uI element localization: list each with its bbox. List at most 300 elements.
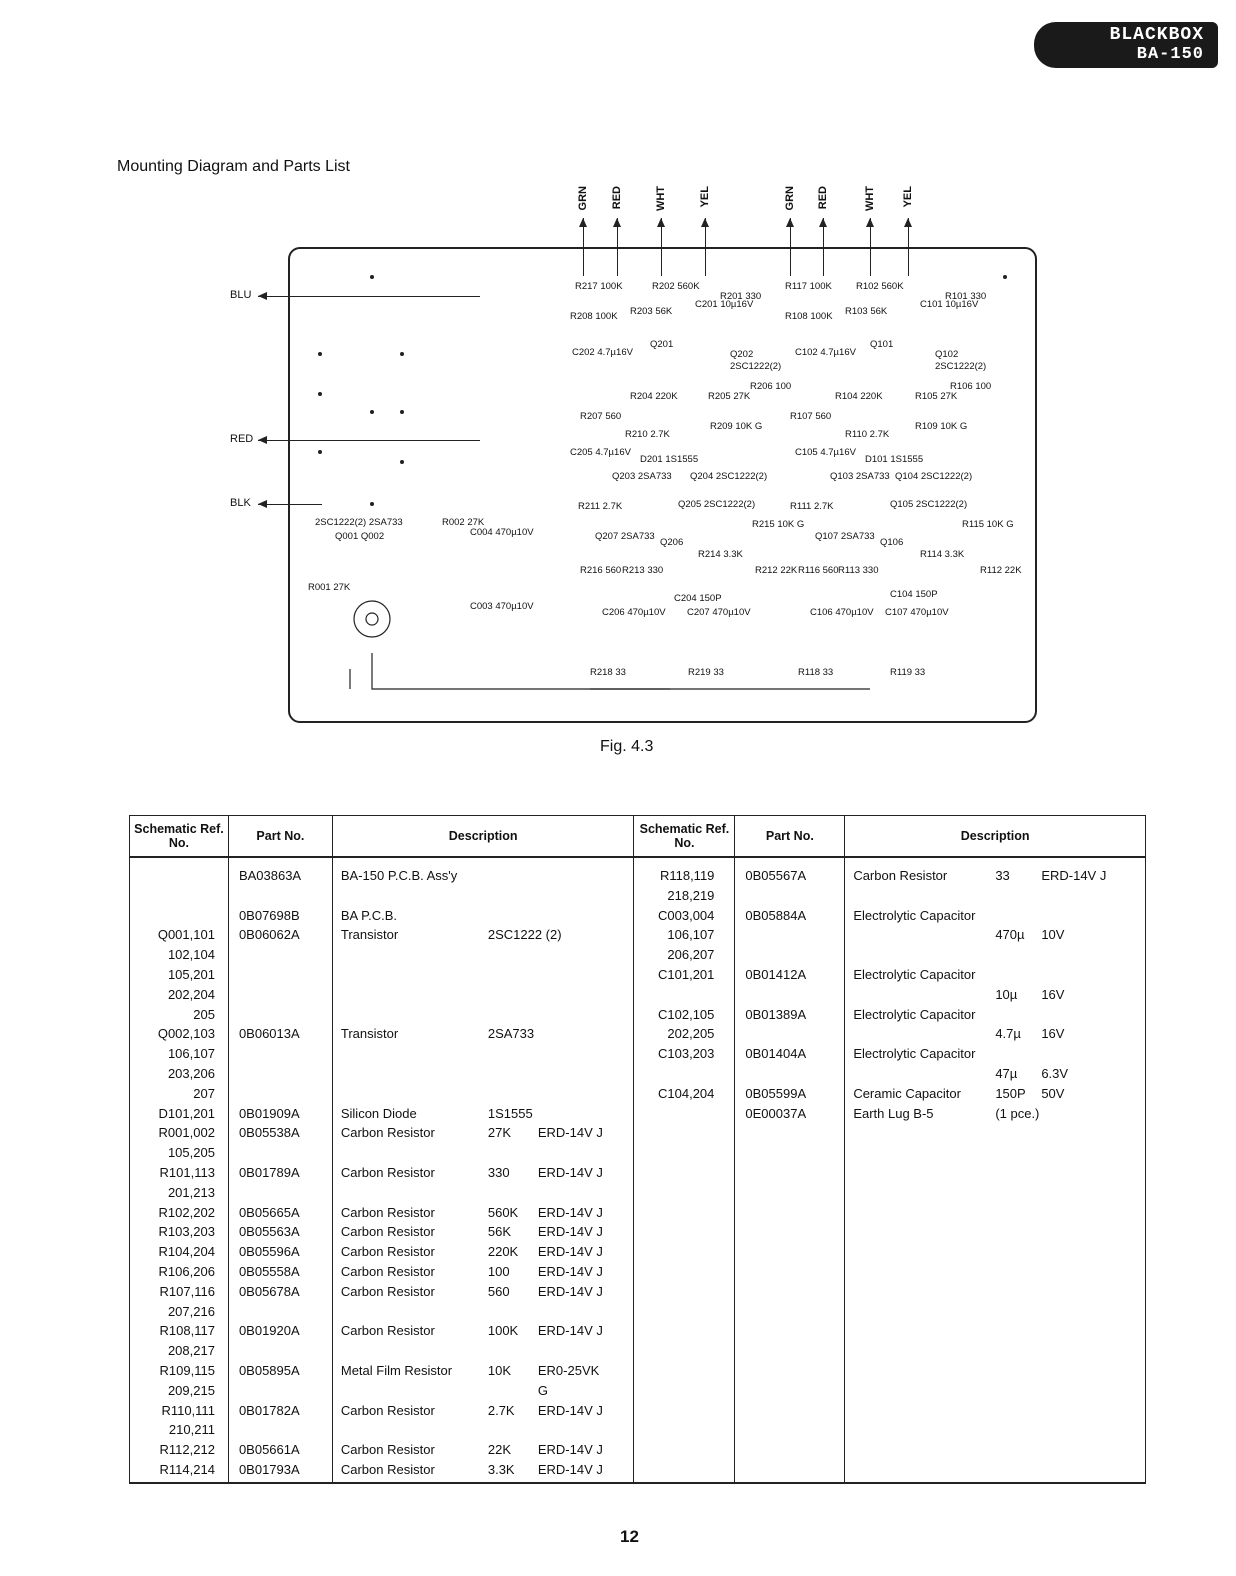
wire-label-left: BLK (230, 497, 251, 509)
left-part-column (229, 858, 332, 1482)
code-cell: 16V (1041, 986, 1065, 1002)
component-label: R213 330 (622, 565, 664, 576)
description-row (333, 1084, 634, 1104)
description-cell: Metal Film Resistor (340, 1362, 453, 1378)
description-cell: Carbon Resistor (340, 1461, 435, 1477)
description-cell: Electrolytic Capacitor (853, 907, 976, 923)
ref-cell: 106,107 (667, 927, 715, 943)
description-cell: Carbon Resistor (340, 1125, 435, 1141)
component-label: R217 100K (575, 281, 623, 292)
table-body-row (130, 857, 1146, 1483)
ref-cell: C101,201 (658, 966, 715, 982)
wire-label-top: YEL (699, 186, 711, 208)
description-row (333, 945, 634, 965)
arrow-up-icon (579, 218, 587, 227)
description-cell: Electrolytic Capacitor (853, 966, 976, 982)
description-row (333, 1203, 634, 1223)
description-cell: Electrolytic Capacitor (853, 1046, 976, 1062)
table-header-row (130, 816, 1146, 858)
component-label: R111 2.7K (790, 501, 834, 512)
wire-label-top: YEL (902, 186, 914, 208)
component-label: C101 10µ16V (920, 299, 979, 310)
code-cell: ERD-14V J (1041, 868, 1107, 883)
component-label: R209 10K G (710, 421, 763, 432)
component-label: Q106 (880, 537, 904, 548)
component-label: C104 150P (890, 589, 938, 600)
component-label: R106 100 (950, 381, 992, 392)
component-label: C202 4.7µ16V (572, 347, 633, 358)
wire-label-top: RED (611, 186, 623, 210)
left-desc-column (333, 858, 634, 1482)
component-label: R204 220K (630, 391, 678, 402)
right-desc-column (845, 858, 1145, 1482)
header-desc-left: Description (332, 816, 634, 858)
component-label: R119 33 (890, 667, 926, 678)
ref-cell: C104,204 (658, 1085, 715, 1101)
part-number-cell (229, 1044, 332, 1064)
component-label: R113 330 (838, 565, 879, 576)
spec-cell: 10K (487, 1362, 511, 1378)
code-cell: 50V (1041, 1085, 1065, 1101)
description-row (333, 925, 634, 945)
part-number-cell (229, 1302, 332, 1322)
description-cell: Earth Lug B-5 (853, 1105, 934, 1121)
description-cell: Silicon Diode (340, 1105, 417, 1121)
code-cell: ERD-14V J (537, 1204, 603, 1220)
part-number-cell: 0B05567A (745, 868, 807, 883)
ref-cell: R102,202 (158, 1204, 215, 1220)
description-row (845, 925, 1145, 945)
spec-cell: 1S1555 (487, 1105, 533, 1121)
part-number-cell: BA03863A (238, 868, 302, 883)
part-number-cell (229, 945, 332, 965)
spec-cell: 4.7µ (995, 1026, 1021, 1042)
arrow-up-icon (904, 218, 912, 227)
spec-cell: 100 (487, 1263, 510, 1279)
description-row (333, 886, 634, 906)
part-number-cell: 0B01789A (238, 1164, 300, 1180)
description-cell: Carbon Resistor (340, 1224, 435, 1240)
description-row (845, 866, 1145, 886)
wire-label-top: GRN (784, 186, 796, 211)
ref-cell: R110,111 (161, 1402, 215, 1418)
part-number-cell: 0B05884A (745, 907, 807, 923)
ref-cell: R106,206 (158, 1263, 215, 1279)
description-row (845, 1104, 1145, 1124)
component-label: R114 3.3K (920, 549, 965, 560)
ref-cell: 207,216 (167, 1303, 215, 1319)
component-label: C003 470µ10V (470, 601, 534, 612)
component-label: R104 220K (835, 391, 883, 402)
arrow-left-icon (258, 500, 267, 508)
component-label: R216 560 (580, 565, 622, 576)
ref-cell: 210,211 (168, 1422, 215, 1438)
description-row (845, 965, 1145, 985)
component-label: C105 4.7µ16V (795, 447, 856, 458)
description-cell: BA-150 P.C.B. Ass'y (340, 868, 458, 883)
component-label: R208 100K (570, 311, 618, 322)
component-label: Q001 Q002 (335, 531, 385, 542)
description-cell: BA P.C.B. (340, 907, 397, 923)
component-label: 2SC1222(2) (935, 361, 987, 372)
component-label: 2SC1222(2) 2SA733 (315, 517, 403, 528)
ref-cell: Q002,103 (157, 1026, 215, 1042)
parts-table (129, 815, 1146, 1484)
part-number-cell: 0B05563A (238, 1224, 300, 1240)
code-cell: ERD-14V J (537, 1263, 603, 1279)
page-title: Mounting Diagram and Parts List (117, 158, 350, 175)
part-number-cell: 0B05895A (238, 1362, 300, 1378)
description-row (333, 1064, 634, 1084)
part-number-cell: 0B05538A (238, 1125, 300, 1141)
ref-cell: R104,204 (158, 1244, 215, 1260)
description-row (333, 866, 634, 886)
part-number-cell: 0E00037A (745, 1105, 807, 1121)
description-cell: Carbon Resistor (340, 1164, 435, 1180)
description-row (845, 1044, 1145, 1064)
description-row (845, 1064, 1145, 1084)
component-label: R107 560 (790, 411, 832, 422)
component-label: R205 27K (708, 391, 751, 402)
wire-label-top: WHT (655, 186, 667, 212)
ref-cell: C003,004 (658, 907, 715, 923)
component-label: D101 1S1555 (865, 454, 924, 465)
description-cell: Ceramic Capacitor (853, 1085, 961, 1101)
part-number-cell: 0B01782A (238, 1402, 300, 1418)
description-row (333, 1321, 634, 1341)
ref-cell: R103,203 (158, 1224, 215, 1240)
spec-cell: 2SC1222 (2) (487, 927, 562, 943)
component-label: Q207 2SA733 (595, 531, 655, 542)
arrow-up-icon (786, 218, 794, 227)
part-number-cell (735, 1024, 844, 1044)
component-label: R108 100K (785, 311, 833, 322)
code-cell: ERD-14V J (537, 1461, 603, 1477)
component-label: Q101 (870, 339, 894, 350)
header-ref-right: Schematic Ref. No. (634, 816, 735, 858)
arrow-up-icon (819, 218, 827, 227)
component-label: R210 2.7K (625, 429, 670, 440)
component-label: C106 470µ10V (810, 607, 874, 618)
brand-line-1: BLACKBOX (1109, 25, 1204, 45)
description-row (333, 1401, 634, 1421)
wire-label-top: RED (817, 186, 829, 210)
ref-cell: 203,206 (167, 1065, 215, 1081)
code-cell: ERD-14V J (537, 1402, 603, 1418)
description-cell: Electrolytic Capacitor (853, 1006, 976, 1022)
part-number-cell: 0B06013A (238, 1026, 300, 1042)
part-number-cell: 0B05599A (745, 1085, 807, 1101)
spec-cell: 2SA733 (487, 1026, 535, 1042)
ref-cell: C102,105 (658, 1006, 715, 1022)
ref-cell: D101,201 (158, 1105, 215, 1121)
component-label: C004 470µ10V (470, 527, 534, 538)
spec-cell: 560K (487, 1204, 519, 1220)
spec-cell: 470µ (995, 927, 1025, 943)
component-label: Q102 (935, 349, 959, 360)
description-row (333, 965, 634, 985)
description-row (333, 1302, 634, 1322)
description-cell: Carbon Resistor (340, 1402, 435, 1418)
description-row (845, 1084, 1145, 1104)
ref-cell (130, 866, 228, 886)
header-desc-right: Description (845, 816, 1146, 858)
component-label: R214 3.3K (698, 549, 743, 560)
header-part-left: Part No. (228, 816, 332, 858)
part-number-cell (735, 925, 844, 945)
description-row (333, 906, 634, 926)
component-label: R215 10K G (752, 519, 805, 530)
description-row (333, 1420, 634, 1440)
right-ref-column (634, 858, 734, 1482)
ref-cell: 207 (193, 1085, 215, 1101)
component-label: C107 470µ10V (885, 607, 949, 618)
component-label: Q205 2SC1222(2) (678, 499, 756, 510)
wire-label-left: BLU (230, 289, 252, 301)
arrow-up-icon (701, 218, 709, 227)
description-cell: Carbon Resistor (340, 1283, 435, 1299)
description-row (333, 1282, 634, 1302)
code-cell: 10V (1041, 927, 1065, 943)
part-number-cell: 0B01909A (238, 1105, 300, 1121)
figure-caption: Fig. 4.3 (600, 738, 654, 755)
code-cell: G (537, 1382, 548, 1398)
wire-label-top: GRN (577, 186, 589, 211)
spec-cell: 56K (487, 1224, 511, 1240)
component-label: R112 22K (980, 565, 1022, 576)
part-number-cell (735, 985, 844, 1005)
description-cell: Carbon Resistor (340, 1204, 435, 1220)
part-number-cell (229, 1183, 332, 1203)
description-row (333, 1183, 634, 1203)
header-ref-left: Schematic Ref. No. (130, 816, 229, 858)
code-cell: ERD-14V J (537, 1442, 603, 1458)
part-number-cell (229, 1341, 332, 1361)
component-label: R202 560K (652, 281, 700, 292)
code-cell: 16V (1041, 1026, 1065, 1042)
ref-cell: R108,117 (159, 1323, 215, 1339)
part-number-cell (229, 1420, 332, 1440)
part-number-cell: 0B05678A (238, 1283, 300, 1299)
left-ref-column (130, 858, 228, 1482)
ref-cell: 202,204 (167, 986, 215, 1002)
ref-cell: R101,113 (159, 1164, 215, 1180)
ref-cell: C103,203 (658, 1046, 715, 1062)
part-number-cell (229, 1064, 332, 1084)
code-cell: ERD-14V J (537, 1125, 603, 1141)
code-cell: ERD-14V J (537, 1224, 603, 1240)
component-label: R211 2.7K (578, 501, 623, 512)
component-label: R110 2.7K (845, 429, 890, 440)
part-number-cell: 0B01793A (238, 1461, 300, 1477)
part-number-cell: 0B05596A (238, 1244, 300, 1260)
code-cell: ERD-14V J (537, 1323, 603, 1339)
spec-cell: 33 (995, 868, 1010, 883)
description-row (845, 1005, 1145, 1025)
part-number-cell (735, 1064, 844, 1084)
brand-line-2: BA-150 (1136, 45, 1204, 64)
description-row (333, 1440, 634, 1460)
component-label: R118 33 (798, 667, 834, 678)
component-label: R203 56K (630, 306, 673, 317)
ref-cell (634, 985, 734, 1005)
spec-cell: 47µ (995, 1065, 1018, 1081)
description-row (333, 1005, 634, 1025)
part-number-cell (229, 1005, 332, 1025)
pcb-traces (290, 249, 1035, 721)
description-row (333, 1123, 634, 1143)
pcb-board (288, 247, 1037, 723)
spec-cell: 560 (487, 1283, 510, 1299)
spec-cell: 100K (487, 1323, 519, 1339)
code-cell: ERD-14V J (537, 1244, 603, 1260)
component-label: R117 100K (785, 281, 832, 292)
description-row (333, 1044, 634, 1064)
description-row (333, 1341, 634, 1361)
ref-cell: R114,214 (159, 1461, 215, 1477)
component-label: Q206 (660, 537, 684, 548)
part-number-cell (229, 1084, 332, 1104)
spec-cell: 27K (487, 1125, 511, 1141)
component-label: Q107 2SA733 (815, 531, 875, 542)
description-row (845, 886, 1145, 906)
arrow-left-icon (258, 436, 267, 444)
ref-cell: 205 (193, 1006, 215, 1022)
component-label: R109 10K G (915, 421, 968, 432)
description-row (845, 1024, 1145, 1044)
part-number-cell: 0B01412A (745, 966, 807, 982)
part-number-cell: 0B05558A (238, 1263, 300, 1279)
ref-cell: R001,002 (158, 1125, 215, 1141)
component-label: D201 1S1555 (640, 454, 699, 465)
component-label: R001 27K (308, 582, 351, 593)
component-label: R219 33 (688, 667, 724, 678)
component-label: Q203 2SA733 (612, 471, 672, 482)
spec-cell: (1 pce.) (995, 1105, 1040, 1121)
ref-cell (634, 1064, 734, 1084)
component-label: Q104 2SC1222(2) (895, 471, 973, 482)
ref-cell: 105,201 (167, 966, 215, 982)
component-label: C102 4.7µ16V (795, 347, 856, 358)
description-row (333, 1222, 634, 1242)
ref-cell: 209,215 (167, 1382, 215, 1398)
part-number-cell: 0B01404A (745, 1046, 807, 1062)
ref-cell: 206,207 (667, 947, 715, 963)
ref-cell: 102,104 (167, 947, 215, 963)
ref-cell: 201,213 (167, 1184, 215, 1200)
ref-cell: R112,212 (159, 1442, 215, 1458)
part-number-cell (229, 1381, 332, 1401)
part-number-cell (229, 1143, 332, 1163)
component-label: R115 10K G (962, 519, 1014, 530)
ref-cell: 202,205 (667, 1026, 715, 1042)
spec-cell: 220K (487, 1244, 519, 1260)
part-number-cell (735, 886, 844, 906)
component-label: Q202 (730, 349, 754, 360)
component-label: R206 100 (750, 381, 792, 392)
code-cell: ERD-14V J (537, 1283, 603, 1299)
arrow-up-icon (657, 218, 665, 227)
description-cell: Transistor (340, 927, 399, 943)
component-label: Q201 (650, 339, 674, 350)
description-row (333, 1381, 634, 1401)
code-cell: ER0-25VK (537, 1362, 600, 1378)
arrow-up-icon (866, 218, 874, 227)
component-label: R103 56K (845, 306, 888, 317)
spec-cell: 10µ (995, 986, 1018, 1002)
part-number-cell (229, 886, 332, 906)
spec-cell: 3.3K (487, 1461, 515, 1477)
description-row (845, 906, 1145, 926)
ref-cell: 218,219 (667, 887, 715, 903)
arrow-up-icon (613, 218, 621, 227)
component-label: 2SC1222(2) (730, 361, 782, 372)
description-row (333, 1460, 634, 1480)
component-label: R002 27K (442, 517, 485, 528)
ref-cell: R118,119 (659, 868, 715, 883)
description-cell: Carbon Resistor (340, 1323, 435, 1339)
component-label: C205 4.7µ16V (570, 447, 631, 458)
ref-cell: 106,107 (167, 1046, 215, 1062)
description-row (333, 985, 634, 1005)
description-row (845, 945, 1145, 965)
spec-cell: 150P (995, 1085, 1026, 1101)
ref-cell (130, 906, 228, 926)
component-label: R105 27K (915, 391, 958, 402)
description-cell: Carbon Resistor (853, 868, 948, 883)
brand-badge (1034, 22, 1218, 68)
spec-cell: 22K (487, 1442, 511, 1458)
part-number-cell (229, 965, 332, 985)
component-label: Q105 2SC1222(2) (890, 499, 968, 510)
ref-cell: R107,116 (159, 1283, 215, 1299)
ref-cell (634, 1104, 734, 1124)
arrow-left-icon (258, 292, 267, 300)
wire-label-top: WHT (864, 186, 876, 212)
component-label: C201 10µ16V (695, 299, 754, 310)
description-cell: Transistor (340, 1026, 399, 1042)
component-label: R116 560 (798, 565, 839, 576)
ref-cell: R109,115 (159, 1362, 215, 1378)
right-part-column (735, 858, 844, 1482)
ref-cell: Q001,101 (157, 927, 215, 943)
component-label: C207 470µ10V (687, 607, 751, 618)
component-label: C204 150P (674, 593, 722, 604)
ref-cell: 105,205 (167, 1145, 215, 1161)
part-number-cell: 0B01389A (745, 1006, 807, 1022)
ref-cell: 208,217 (167, 1343, 215, 1359)
description-row (333, 1242, 634, 1262)
page-number: 12 (620, 1527, 639, 1546)
description-row (333, 1262, 634, 1282)
component-label: R101 330 (945, 291, 987, 302)
description-cell: Carbon Resistor (340, 1244, 435, 1260)
component-label: C206 470µ10V (602, 607, 666, 618)
component-label: R102 560K (856, 281, 904, 292)
description-row (333, 1024, 634, 1044)
spec-cell: 330 (487, 1164, 510, 1180)
wire-label-left: RED (230, 433, 254, 445)
component-label: Q103 2SA733 (830, 471, 890, 482)
description-row (333, 1143, 634, 1163)
header-part-right: Part No. (735, 816, 845, 858)
ref-cell (130, 886, 228, 906)
part-number-cell: 0B05661A (238, 1442, 300, 1458)
code-cell: ERD-14V J (537, 1164, 603, 1180)
component-label: R201 330 (720, 291, 762, 302)
description-cell: Carbon Resistor (340, 1442, 435, 1458)
description-row (845, 985, 1145, 1005)
